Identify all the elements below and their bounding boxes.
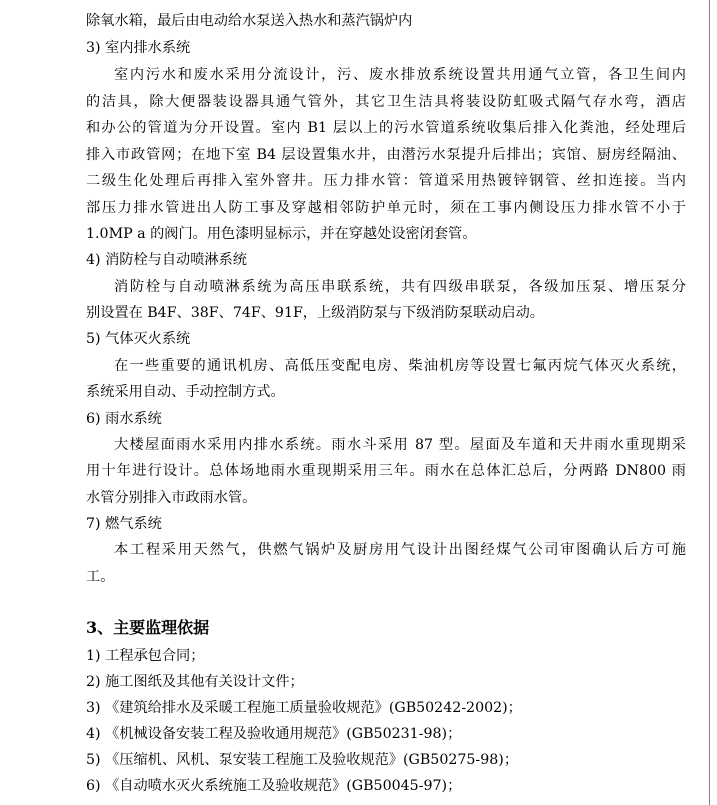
page-edge-divider <box>709 0 710 805</box>
section-item-4: 4) 消防栓与自动喷淋系统 <box>86 252 247 268</box>
text-line: 工。 <box>86 569 115 585</box>
text-line: 消防栓与自动喷淋系统为高压串联系统，共有四级串联泵，各级加压泵、增压泵分 <box>114 279 686 295</box>
text-line: 部压力排水管进出人防工事及穿越相邻防护单元时，须在工事内侧设压力排水管不小于 <box>86 200 686 216</box>
section-item-6: 6) 雨水系统 <box>86 411 162 427</box>
text-line: 排入市政管网；在地下室 B4 层设置集水井，由潜污水泵提升后排出；宾馆、厨房经隔油、 <box>86 147 686 163</box>
list-item: 2) 施工图纸及其他有关设计文件； <box>86 674 304 690</box>
text-line: 二级生化处理后再排入室外窨井。压力排水管：管道采用热镀锌钢管、丝扣连接。当内 <box>86 173 686 189</box>
text-line: 的洁具，除大便器装设器具通气管外，其它卫生洁具将装设防虹吸式隔气存水弯，酒店 <box>86 94 686 110</box>
text-line: 1.0MP a 的阀门。用色漆明显标示，并在穿越处设密闭套管。 <box>86 226 477 242</box>
section-item-3: 3) 室内排水系统 <box>86 40 191 56</box>
section-item-5: 5) 气体灭火系统 <box>86 331 191 347</box>
text-line: 用十年进行设计。总体场地雨水重现期采用三年。雨水在总体汇总后，分两路 DN800 雨 <box>86 463 686 479</box>
text-line: 水管分别排入市政雨水管。 <box>86 490 257 506</box>
text-line: 系统采用自动、手动控制方式。 <box>86 384 285 400</box>
text-line: 大楼屋面雨水采用内排水系统。雨水斗采用 87 型。屋面及车道和天井雨水重现期采 <box>114 437 686 453</box>
text-line: 和办公的管道为分开设置。室内 B1 层以上的污水管道系统收集后排入化粪池，经处理后 <box>86 120 686 136</box>
list-item: 5) 《压缩机、风机、泵安装工程施工及验收规范》(GB50275-98)； <box>86 752 519 768</box>
text-line: 本工程采用天然气，供燃气锅炉及厨房用气设计出图经煤气公司审图确认后方可施 <box>114 542 686 558</box>
text-line: 在一些重要的通讯机房、高低压变配电房、柴油机房等设置七氟丙烷气体灭火系统， <box>114 358 686 374</box>
text-line: 室内污水和废水采用分流设计，污、废水排放系统设置共用通气立管，各卫生间内 <box>114 67 686 83</box>
text-line: 除氧水箱，最后由电动给水泵送入热水和蒸汽锅炉内 <box>86 13 413 29</box>
section-heading: 3、主要监理依据 <box>86 618 210 637</box>
section-item-7: 7) 燃气系统 <box>86 516 162 532</box>
list-item: 3) 《建筑给排水及采暖工程施工质量验收规范》(GB50242-2002)； <box>86 700 522 716</box>
list-item: 1) 工程承包合同； <box>86 648 205 664</box>
list-item: 6) 《自动喷水灭火系统施工及验收规范》(GB50045-97)； <box>86 778 462 794</box>
list-item: 4) 《机械设备安装工程及验收通用规范》(GB50231-98)； <box>86 726 462 742</box>
text-line: 别设置在 B4F、38F、74F、91F，上级消防泵与下级消防泵联动启动。 <box>86 305 544 321</box>
